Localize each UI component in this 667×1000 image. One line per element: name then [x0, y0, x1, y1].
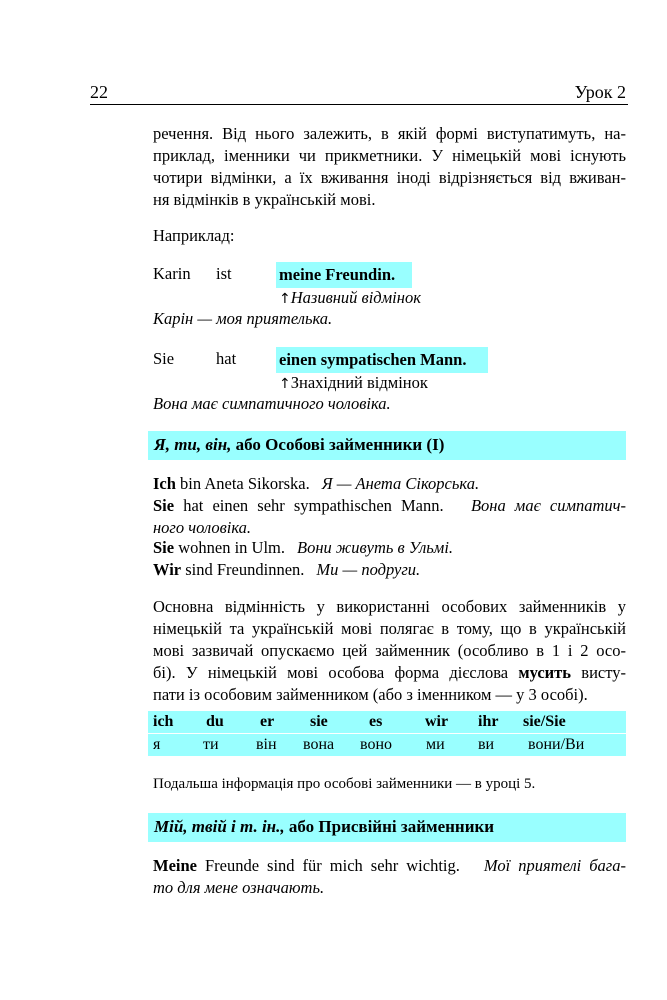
intro-paragraph: [153, 123, 626, 211]
section-title-italic: Мій, твій і т. ін.,: [154, 817, 285, 836]
paragraph-line: [153, 662, 626, 684]
example1-verb: ist: [216, 264, 232, 283]
sentence-2: [153, 495, 626, 539]
intro-line: ня відмінків в українській мові.: [153, 190, 376, 209]
intro-line: речення. Від нього залежить, в якій формі виступатимуть, на-: [153, 124, 626, 143]
intro-line: чотири відмінки, а їх вживання іноді відрізняється від вживан-: [153, 168, 626, 187]
pronoun-german: er: [260, 713, 275, 730]
sentence-translation: Я — Анета Сікорська.: [321, 474, 480, 493]
header-rule: [90, 104, 628, 105]
lesson-label: Урок 2: [574, 82, 626, 102]
pronoun-row-german: [148, 711, 626, 734]
page-number: 22: [90, 82, 108, 102]
paragraph-line: німецькій та українській мові полягає в тому, що в українській: [153, 619, 626, 638]
section-heading-personal-pronouns: [148, 431, 626, 460]
section-title: [154, 435, 444, 455]
example1-translation: Карін — моя приятелька.: [153, 309, 333, 328]
paragraph-line: мові зазвичай опускаємо цей займенник (особливо в 1 і 2 осо-: [153, 641, 626, 660]
section-title: [154, 817, 494, 837]
sentence-translation: Вона має симпатич-: [470, 496, 627, 515]
sentence-text: bin Aneta Sikorska.: [175, 474, 310, 493]
sentence-3: [153, 537, 453, 559]
sentence-pronoun: Meine: [153, 856, 197, 875]
pronoun-ukrainian: я: [153, 736, 161, 753]
section-title-rest: або Особові займенники (І): [231, 435, 445, 454]
sentence-pronoun: Wir: [153, 560, 182, 579]
example1-subject: Karin: [153, 264, 191, 283]
paragraph-line: пати із особовим займенником (або з іменником — у 3 особі).: [153, 685, 588, 704]
sentence-translation: Вони живуть в Ульмі.: [297, 538, 454, 557]
pronoun-row-ukrainian: [148, 734, 626, 756]
example1-object: meine Freundin.: [279, 265, 396, 284]
final-example: [153, 855, 626, 899]
up-arrow-icon: ↑: [279, 291, 291, 307]
example2-translation: Вона має симпатичного чоловіка.: [153, 394, 391, 413]
paragraph-line-tail: висту-: [571, 663, 626, 682]
example2-case-note: [279, 372, 428, 395]
example-heading: Наприклад:: [153, 226, 235, 245]
example2-verb: hat: [216, 349, 237, 368]
pronoun-ukrainian: ми: [426, 736, 445, 753]
paragraph-line: Основна відмінність у використанні особових займенників у: [153, 597, 626, 616]
pronoun-german: es: [369, 713, 383, 730]
sentence-pronoun: Sie: [153, 496, 175, 515]
sentence-text: hat einen sehr sympathischen Mann.: [174, 496, 444, 515]
pronoun-ukrainian: вони/Ви: [528, 736, 585, 753]
sentence-text: Freunde sind für mich sehr wichtig.: [196, 856, 460, 875]
pronoun-ukrainian: ви: [478, 736, 495, 753]
sentence-text: sind Freundinnen.: [181, 560, 305, 579]
case-note-text: Знахідний відмінок: [290, 373, 428, 392]
further-info-note: Подальша інформація про особові займенники — в уроці 5.: [153, 776, 536, 792]
pronoun-german: wir: [425, 713, 449, 730]
sentence-translation-cont: ного чоловіка.: [153, 518, 252, 537]
explanation-paragraph: [153, 596, 626, 706]
bold-word: мусить: [518, 663, 572, 682]
up-arrow-icon: ↑: [279, 376, 291, 392]
pronoun-german: sie: [310, 713, 328, 730]
pronoun-ukrainian: ти: [203, 736, 219, 753]
case-note-text: Називний відмінок: [290, 288, 421, 307]
pronoun-german: du: [206, 713, 224, 730]
pronoun-ukrainian: вона: [303, 736, 335, 753]
section-title-rest: або Присвійні займенники: [284, 817, 495, 836]
example2-subject: Sie: [153, 349, 175, 368]
sentence-text: wohnen in Ulm.: [174, 538, 286, 557]
section-title-italic: Я, ти, він,: [154, 435, 232, 454]
sentence-pronoun: Sie: [153, 538, 175, 557]
pronoun-german: ihr: [478, 713, 499, 730]
paragraph-line-start: бі). У німецькій мові особова форма дієслова: [153, 663, 519, 682]
sentence-4: [153, 559, 420, 581]
pronoun-ukrainian: він: [256, 736, 277, 753]
intro-line: приклад, іменники чи прикметники. У німецькій мові існують: [153, 146, 626, 165]
section-heading-possessive-pronouns: [148, 813, 626, 842]
pronoun-german: sie/Sie: [523, 713, 566, 730]
sentence-translation: Мої приятелі бага-: [483, 856, 626, 875]
pronoun-table: [148, 711, 626, 756]
sentence-translation: Ми — подруги.: [316, 560, 421, 579]
pronoun-ukrainian: воно: [360, 736, 393, 753]
sentence-1: [153, 473, 479, 495]
sentence-translation-cont: то для мене означають.: [153, 878, 325, 897]
example2-object: einen sympatischen Mann.: [279, 350, 467, 369]
pronoun-german: ich: [153, 713, 174, 730]
sentence-pronoun: Ich: [153, 474, 176, 493]
example1-case-note: [279, 287, 421, 310]
